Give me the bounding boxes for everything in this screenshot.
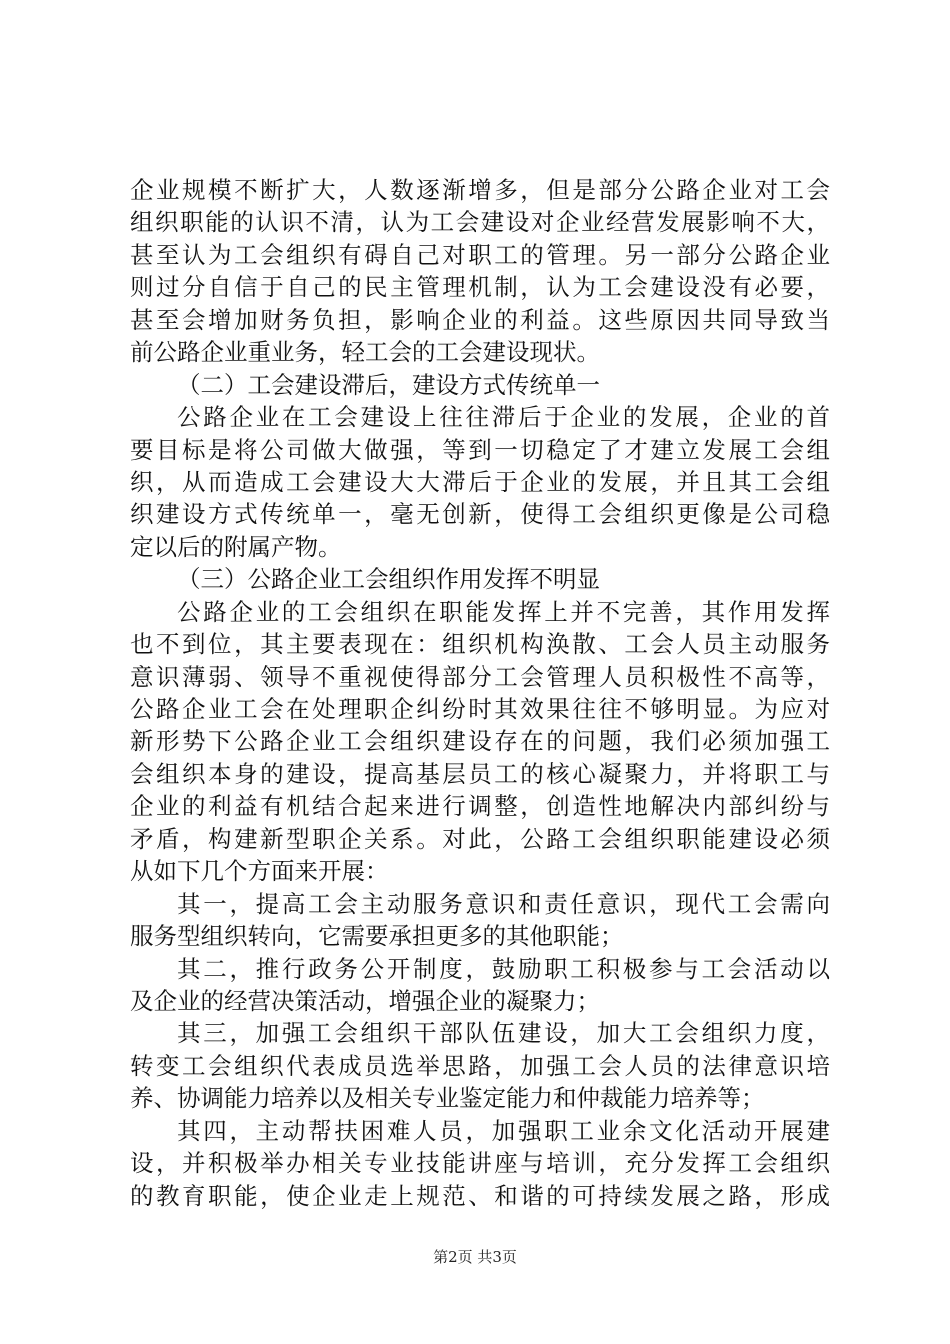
text-line: 甚至认为工会组织有碍自己对职工的管理。另一部分公路企业 <box>130 240 830 269</box>
text-line: 转变工会组织代表成员选举思路，加强工会人员的法律意识培 <box>130 1051 830 1080</box>
text-line: 企业的利益有机结合起来进行调整，创造性地解决内部纠纷与 <box>130 792 830 821</box>
text-line: 也不到位，其主要表现在：组织机构涣散、工会人员主动服务 <box>130 630 830 659</box>
text-line: 意识薄弱、领导不重视使得部分工会管理人员积极性不高等， <box>130 662 830 691</box>
text-line: 会组织本身的建设，提高基层员工的核心凝聚力，并将职工与 <box>130 759 830 788</box>
text-line: 的教育职能，使企业走上规范、和谐的可持续发展之路，形成 <box>130 1181 830 1210</box>
text-line: 甚至会增加财务负担，影响企业的利益。这些原因共同导致当 <box>130 305 830 334</box>
text-line: 组织职能的认识不清，认为工会建设对企业经营发展影响不大， <box>130 208 830 237</box>
paragraph-first-line: 其四，主动帮扶困难人员，加强职工业余文化活动开展建 <box>177 1116 830 1145</box>
paragraph-first-line: 其一，提高工会主动服务意识和责任意识，现代工会需向 <box>177 889 830 918</box>
text-line: 则过分自信于自己的民主管理机制，认为工会建设没有必要， <box>130 273 830 302</box>
text-line: 要目标是将公司做大做强，等到一切稳定了才建立发展工会组 <box>130 435 830 464</box>
paragraph-last-line: 从如下几个方面来开展： <box>130 857 389 886</box>
text-line: 织，从而造成工会建设大大滞后于企业的发展，并且其工会组 <box>130 467 830 496</box>
paragraph-first-line: 公路企业的工会组织在职能发挥上并不完善，其作用发挥 <box>177 597 830 626</box>
text-line: 新形势下公路企业工会组织建设存在的问题，我们必须加强工 <box>130 727 830 756</box>
paragraph-last-line: 定以后的附属产物。 <box>130 532 342 561</box>
paragraph-last-line: 养、协调能力培养以及相关专业鉴定能力和仲裁能力培养等； <box>130 1084 765 1113</box>
section-heading: （三）公路企业工会组织作用发挥不明显 <box>177 565 600 594</box>
text-line: 矛盾，构建新型职企关系。对此，公路工会组织职能建设必须 <box>130 824 830 853</box>
paragraph-last-line: 及企业的经营决策活动，增强企业的凝聚力； <box>130 986 600 1015</box>
page-footer: 第2页 共3页 <box>433 1248 517 1266</box>
paragraph-first-line: 公路企业在工会建设上往往滞后于企业的发展，企业的首 <box>177 403 830 432</box>
paragraph-last-line: 前公路企业重业务，轻工会的工会建设现状。 <box>130 338 600 367</box>
paragraph-first-line: 其二，推行政务公开制度，鼓励职工积极参与工会活动以 <box>177 954 830 983</box>
paragraph-first-line: 其三，加强工会组织干部队伍建设，加大工会组织力度， <box>177 1019 830 1048</box>
document-body <box>130 174 830 1212</box>
text-line: 设，并积极举办相关专业技能讲座与培训，充分发挥工会组织 <box>130 1149 830 1178</box>
text-line: 企业规模不断扩大，人数逐渐增多，但是部分公路企业对工会 <box>130 176 830 204</box>
text-line: 公路企业工会在处理职企纠纷时其效果往往不够明显。为应对 <box>130 695 830 723</box>
text-line: 织建设方式传统单一，毫无创新，使得工会组织更像是公司稳 <box>130 500 830 529</box>
section-heading: （二）工会建设滞后，建设方式传统单一 <box>177 370 600 399</box>
paragraph-last-line: 服务型组织转向，它需要承担更多的其他职能； <box>130 922 624 951</box>
